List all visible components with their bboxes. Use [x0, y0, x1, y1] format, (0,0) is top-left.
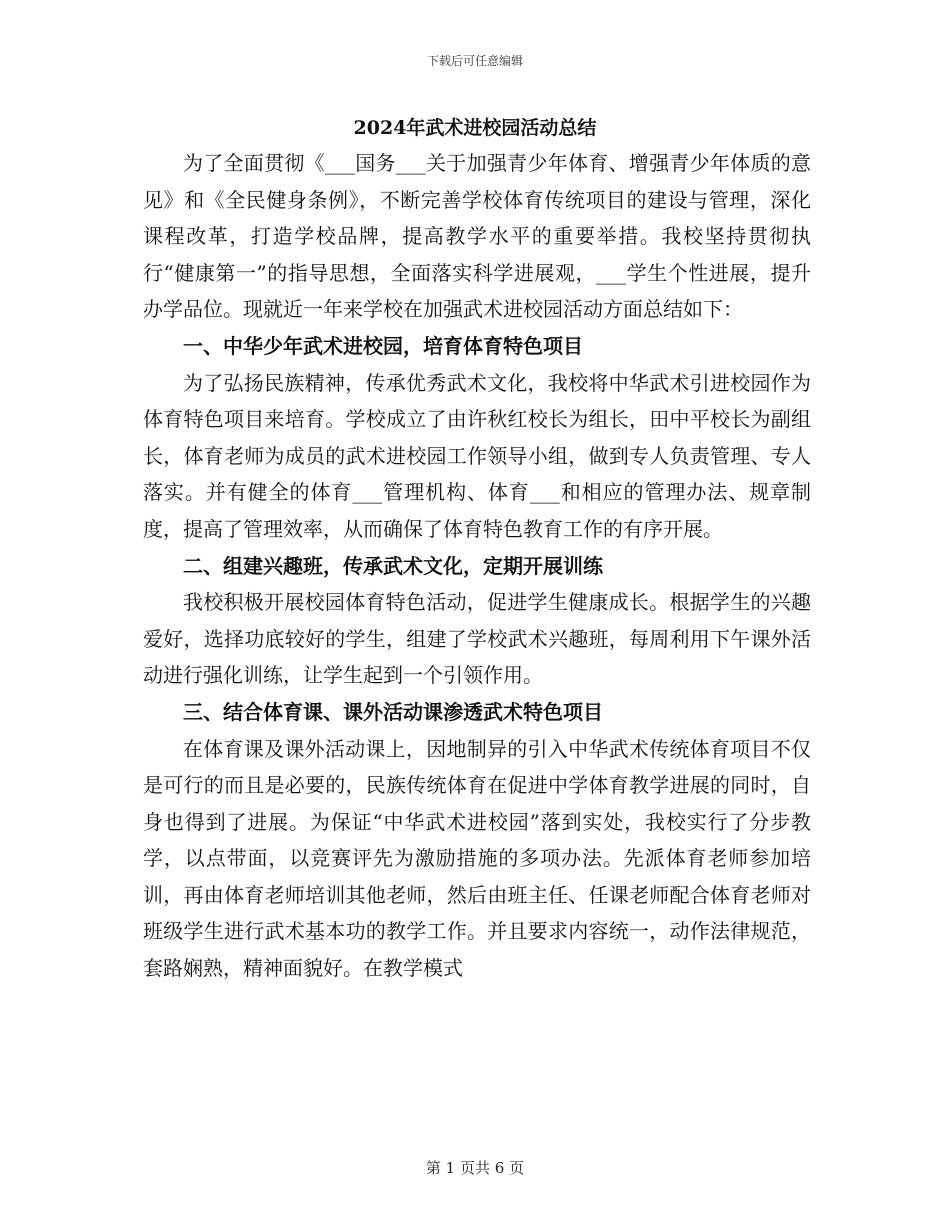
section-heading-1: 一、中华少年武术进校园，培育体育特色项目: [183, 333, 583, 358]
section-3-paragraph: 在体育课及课外活动课上，因地制异的引入中华武术传统体育项目不仅是可行的而且是必要的，民族传统体育在促进中学体育教学进展的同时，自身也得到了进展。为保证“中华武术进校园”落到实处，我校实行了分步教学，以点带面，以竞赛评先为激励措施的多项办法。先派体育老师参加培训，再由体育老师培训其他老师，然后由班主任、任课老师配合体育老师对班级学生进行武术基本功的教学工作。并且要求内容统一，动作法律规范，套路娴熟，精神面貌好。在教学模式: [143, 736, 811, 981]
section-2-paragraph: 我校积极开展校园体育特色活动，促进学生健康成长。根据学生的兴趣爱好，选择功底较好的学生，组建了学校武术兴趣班，每周利用下午课外活动进行强化训练，让学生起到一个引领作用。: [143, 590, 811, 688]
section-1-paragraph: 为了弘扬民族精神，传承优秀武术文化，我校将中华武术引进校园作为体育特色项目来培育。学校成立了由许秋红校长为组长，田中平校长为副组长，体育老师为成员的武术进校园工作领导小组，做到专人负责管理、专人落实。并有健全的体育___管理机构、体育___和相应的管理办法、规章制度，提高了管理效率，从而确保了体育特色教育工作的有序开展。: [143, 370, 811, 541]
page-number-footer: 第 1 页共 6 页: [425, 1159, 525, 1177]
page-header: 下载后可任意编辑: [426, 54, 523, 68]
intro-paragraph: 为了全面贯彻《___国务___关于加强青少年体育、增强青少年体质的意见》和《全民健身条例》，不断完善学校体育传统项目的建设与管理，深化课程改革，打造学校品牌，提高教学水平的重要举措。我校坚持贯彻执行“健康第一”的指导思想，全面落实科学进展观，___学生个性进展，提升办学品位。现就近一年来学校在加强武术进校园活动方面总结如下：: [143, 151, 811, 322]
section-heading-3: 三、结合体育课、课外活动课渗透武术特色项目: [183, 699, 603, 724]
section-heading-2: 二、组建兴趣班，传承武术文化，定期开展训练: [183, 553, 603, 578]
document-title: 2024年武术进校园活动总结: [353, 117, 597, 139]
document-body: [143, 145, 811, 987]
